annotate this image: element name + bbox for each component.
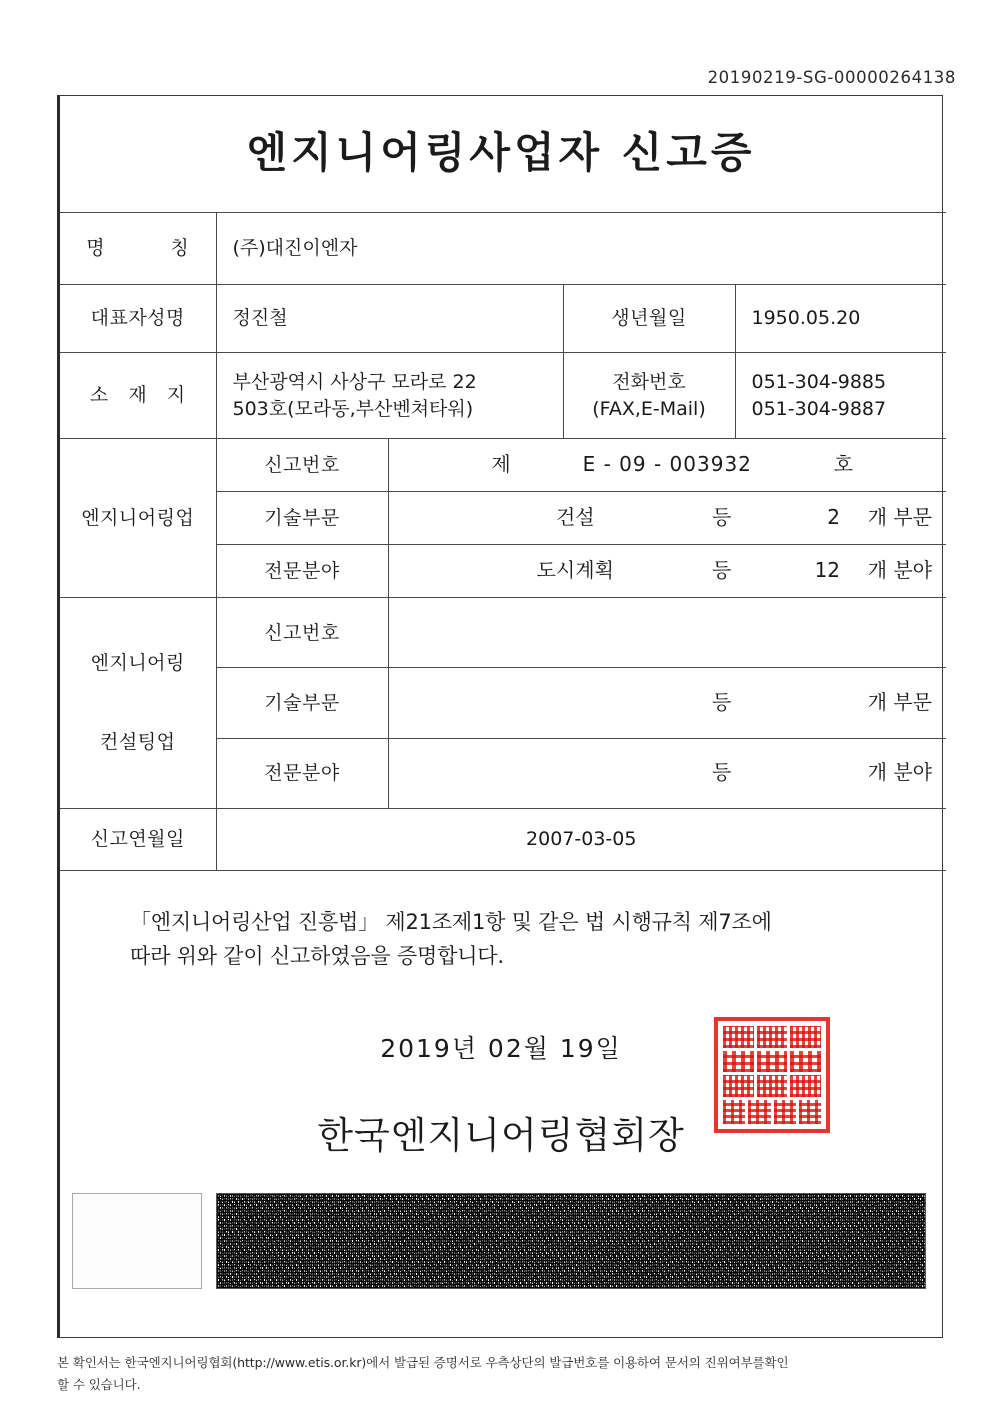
table-row-consulting-regno xyxy=(60,598,946,668)
consulting-regno-label: 신고번호 xyxy=(216,598,388,668)
consulting-tech-unit: 개 부문 xyxy=(867,690,933,715)
field-name: 도시계획 xyxy=(536,558,614,583)
consulting-tech-value xyxy=(388,668,946,738)
address-label: 소 재 지 xyxy=(60,353,216,439)
seal-bottom-row xyxy=(723,1100,821,1124)
table-row-engineering-regno xyxy=(60,439,946,492)
issuing-authority: 한국엔지니어링협회장 xyxy=(317,1113,685,1157)
address-line-2: 503호(모라동,부산벤쳐타워) xyxy=(232,397,474,420)
phone-label xyxy=(563,353,735,439)
official-seal-stamp xyxy=(714,1017,830,1133)
regno-suffix: 호 xyxy=(833,452,854,477)
name-label: 명 칭 xyxy=(60,213,216,285)
table-row-declaration-date xyxy=(60,808,946,870)
consulting-tech-label: 기술부문 xyxy=(216,668,388,738)
regno-prefix: 제 xyxy=(491,452,511,477)
signature-area xyxy=(60,1029,942,1159)
address-line-1: 부산광역시 사상구 모라로 22 xyxy=(232,371,477,394)
name-value: (주)대진이엔자 xyxy=(216,213,946,285)
engineering-regno-value xyxy=(388,439,946,492)
engineering-field-label: 전문분야 xyxy=(216,545,388,598)
seal-column-2 xyxy=(757,1026,788,1097)
footnote-line-1: 본 확인서는 한국엔지니어링협회(http://www.etis.or.kr)에서 발급된 증명서로 우측상단의 발급번호를 이용하여 문서의 진위여부를확인 xyxy=(57,1355,789,1370)
engineering-section-label: 엔지니어링업 xyxy=(60,439,216,598)
signature-stamp-box xyxy=(72,1193,202,1289)
fax-number: 051-304-9887 xyxy=(751,397,887,420)
consulting-tech-etc: 등 xyxy=(712,690,732,715)
consulting-regno-value xyxy=(388,598,946,668)
consulting-section-label xyxy=(60,598,216,809)
seal-column-1 xyxy=(723,1026,754,1097)
field-count: 12 xyxy=(814,558,841,583)
table-row-name xyxy=(60,213,946,285)
statement-line-1: 「엔지니어링산업 진흥법」 제21조제1항 및 같은 법 시행규칙 제7조에 xyxy=(130,909,772,934)
ceo-value: 정진철 xyxy=(216,285,563,353)
security-pattern-barcode xyxy=(216,1193,926,1289)
phone-number: 051-304-9885 xyxy=(751,371,887,394)
certificate-table xyxy=(60,212,946,871)
field-etc: 등 xyxy=(712,558,732,583)
engineering-tech-value xyxy=(388,492,946,545)
footnote-line-2: 할 수 있습니다. xyxy=(57,1376,141,1392)
consulting-label-line-2: 컨설팅업 xyxy=(100,731,176,754)
tech-unit: 개 부문 xyxy=(867,505,933,530)
engineering-regno-label: 신고번호 xyxy=(216,439,388,492)
phone-value-block xyxy=(735,353,946,439)
field-unit: 개 분야 xyxy=(867,558,933,583)
declaration-date-label: 신고연월일 xyxy=(60,808,216,870)
regno-number: E - 09 - 003932 xyxy=(582,452,752,477)
consulting-field-value xyxy=(388,738,946,808)
table-row-ceo xyxy=(60,285,946,353)
certificate-frame xyxy=(57,95,943,1338)
engineering-tech-label: 기술부문 xyxy=(216,492,388,545)
verification-footnote xyxy=(57,1352,957,1396)
issue-serial-number: 20190219-SG-00000264138 xyxy=(707,68,956,87)
table-row-address xyxy=(60,353,946,439)
birth-label: 생년월일 xyxy=(563,285,735,353)
phone-label-line-1: 전화번호 xyxy=(612,371,686,394)
phone-label-line-2: (FAX,E-Mail) xyxy=(592,397,706,420)
tech-name: 건설 xyxy=(555,505,595,530)
tech-etc: 등 xyxy=(712,505,732,530)
security-strip-row xyxy=(60,1193,942,1289)
address-value xyxy=(216,353,563,439)
declaration-date-value: 2007-03-05 xyxy=(216,808,946,870)
issue-date: 2019년 02월 19일 xyxy=(380,1033,622,1063)
seal-column-3 xyxy=(790,1026,821,1097)
birth-value: 1950.05.20 xyxy=(735,285,946,353)
consulting-field-label: 전문분야 xyxy=(216,738,388,808)
consulting-field-unit: 개 분야 xyxy=(867,760,933,785)
page-title: 엔지니어링사업자 신고증 xyxy=(246,128,756,177)
tech-count: 2 xyxy=(827,505,841,530)
statement-line-2: 따라 위와 같이 신고하였음을 증명합니다. xyxy=(130,943,504,968)
consulting-field-etc: 등 xyxy=(712,760,732,785)
engineering-field-value xyxy=(388,545,946,598)
legal-statement xyxy=(60,871,942,973)
ceo-label: 대표자성명 xyxy=(60,285,216,353)
consulting-label-line-1: 엔지니어링 xyxy=(90,652,185,675)
